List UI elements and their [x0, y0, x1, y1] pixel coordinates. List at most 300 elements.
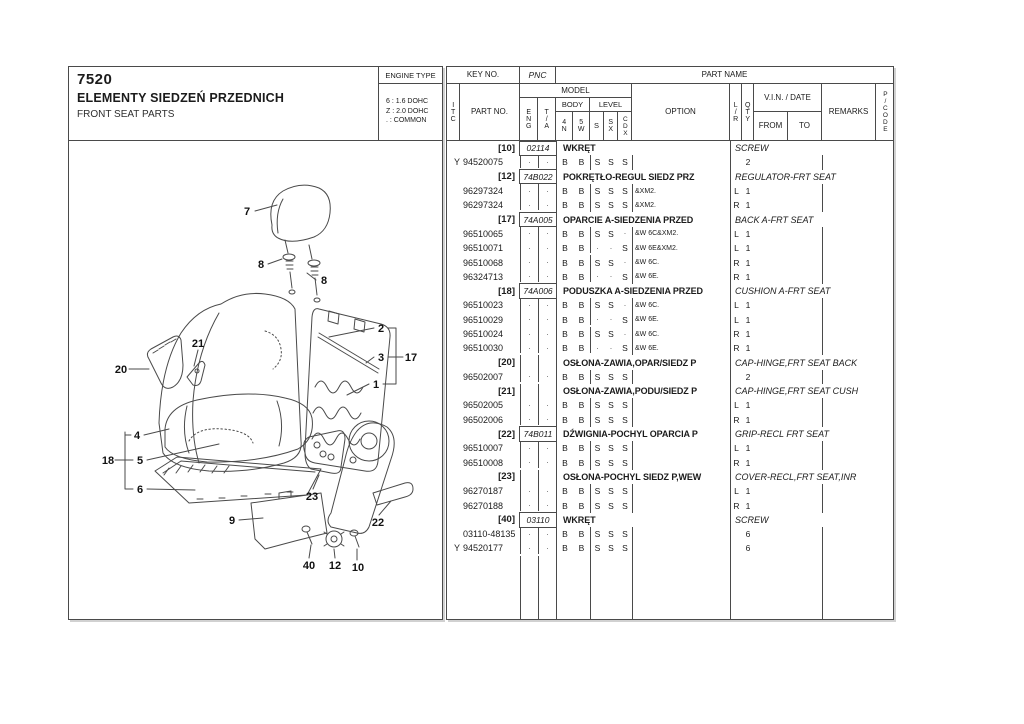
qty-cell: 1	[745, 343, 751, 354]
pcode-cell	[876, 413, 893, 427]
header-level-cdx: CDX	[618, 112, 632, 141]
itc-cell	[447, 327, 460, 341]
itc-cell: Y	[453, 157, 460, 168]
level-s-cell: S	[590, 298, 604, 312]
vin-from-cell	[754, 313, 788, 327]
remarks-cell	[822, 413, 876, 427]
vin-to-cell	[788, 498, 822, 512]
eng-cell: .	[520, 253, 538, 267]
section-header-row	[447, 170, 893, 184]
itc-cell	[447, 456, 460, 470]
callout-7: 7	[243, 206, 251, 218]
vin-to-cell	[788, 413, 822, 427]
eng-cell: .	[520, 196, 538, 210]
vin-from-cell	[754, 441, 788, 455]
eng-cell: .	[520, 482, 538, 496]
qty-cell: 1	[745, 443, 751, 454]
engine-line-1: 6 : 1.6 DOHC	[386, 98, 429, 105]
seat-cushion-shape	[165, 394, 312, 462]
callout-40: 40	[302, 560, 316, 572]
part-row	[447, 227, 893, 241]
part-no-cell: 96502005	[463, 400, 504, 411]
vin-from-cell	[754, 327, 788, 341]
qty-cell: 1	[745, 243, 751, 254]
body-4n-cell: B	[556, 184, 573, 198]
body-5w-cell: B	[578, 486, 585, 497]
section-code: 7520	[77, 71, 113, 88]
remarks-cell	[822, 155, 876, 169]
level-sx-cell: S	[608, 371, 614, 382]
seat-diagram-svg	[69, 141, 442, 619]
option-cell: &W 6C&XM2.	[632, 227, 730, 241]
pnc-area	[520, 170, 556, 184]
body-4n-cell: B	[556, 541, 573, 555]
lr-cell: L	[730, 298, 742, 312]
pnc-code: 74B022	[519, 169, 557, 184]
remarks-cell	[822, 556, 876, 619]
key-no: [40]	[498, 514, 515, 526]
level-sx-cell	[604, 556, 618, 619]
itc-cell	[447, 413, 460, 427]
level-cdx-cell	[618, 556, 632, 619]
ta-cell: .	[538, 296, 556, 310]
page-title-pl: ELEMENTY SIEDZEŃ PRZEDNICH	[77, 91, 285, 105]
option-cell: &W 6E.	[632, 270, 730, 284]
pcode-cell	[876, 270, 893, 284]
level-cdx-cell: S	[622, 200, 628, 211]
remarks-cell	[822, 327, 876, 341]
body-4n-cell: B	[556, 255, 573, 269]
part-no-cell	[460, 556, 520, 619]
title-box	[69, 67, 379, 141]
level-s-cell: S	[590, 541, 604, 555]
part-name-pl: OPARCIE A-SIEDZENIA PRZED	[556, 212, 730, 226]
vin-to-cell	[788, 484, 822, 498]
ta-cell: .	[538, 339, 556, 353]
header-qty: QTY	[742, 84, 754, 141]
pcode-cell	[876, 456, 893, 470]
vin-to-cell	[788, 341, 822, 355]
level-s-cell	[590, 556, 604, 619]
part-no-cell: 96510023	[463, 300, 504, 311]
itc-cell	[447, 498, 460, 512]
pnc-code: 02114	[519, 141, 557, 156]
pnc-code: 03110	[519, 512, 557, 527]
vin-from-cell	[754, 184, 788, 198]
lr-cell: R	[730, 198, 742, 212]
body-5w-cell	[573, 556, 590, 619]
body-4n-cell: B	[556, 370, 573, 384]
eng-cell: .	[520, 325, 538, 339]
ta-cell: .	[538, 153, 556, 167]
header-pcode: P/CODE	[876, 84, 893, 141]
ta-cell: .	[538, 454, 556, 468]
pcode-cell	[876, 527, 893, 541]
engine-type-header: ENGINE TYPE	[379, 67, 442, 84]
eng-cell: .	[520, 239, 538, 253]
level-cdx-cell: .	[623, 327, 627, 337]
body-5w-cell: B	[578, 371, 585, 382]
eng-cell: .	[520, 525, 538, 539]
qty-cell: 1	[745, 257, 751, 268]
level-cdx-cell: S	[622, 186, 628, 197]
remarks-cell	[822, 227, 876, 241]
lr-cell: R	[730, 327, 742, 341]
pcode-cell	[876, 484, 893, 498]
qty-cell: 1	[745, 228, 751, 239]
ta-cell: .	[538, 539, 556, 553]
header-pnc: PNC	[520, 67, 556, 84]
ta-cell: .	[538, 482, 556, 496]
vin-from-cell	[754, 398, 788, 412]
part-row	[447, 541, 893, 555]
level-sx-cell: S	[608, 414, 614, 425]
header-to: TO	[788, 112, 822, 141]
pcode-cell	[876, 155, 893, 169]
eng-cell: .	[520, 454, 538, 468]
eng-cell: .	[520, 411, 538, 425]
vin-from-cell	[754, 270, 788, 284]
part-name-en: REGULATOR-FRT SEAT	[730, 170, 893, 184]
level-cdx-cell: S	[622, 243, 628, 254]
part-no-cell: 96510024	[463, 329, 504, 339]
vin-from-cell	[754, 456, 788, 470]
itc-cell	[447, 484, 460, 498]
part-name-pl: PODUSZKA A-SIEDZENIA PRZED	[556, 284, 730, 298]
vin-to-cell	[788, 227, 822, 241]
level-s-cell: .	[590, 339, 604, 353]
part-no-cell: 96324713	[463, 271, 504, 282]
lr-cell: R	[730, 498, 742, 512]
callout-18: 18	[101, 455, 115, 467]
pcode-cell	[876, 341, 893, 355]
level-cdx-cell: S	[622, 529, 628, 540]
remarks-cell	[822, 241, 876, 255]
title-row	[69, 67, 442, 141]
lr-cell	[730, 370, 742, 384]
body-5w-cell: B	[578, 186, 585, 197]
body-5w-cell: B	[578, 529, 585, 540]
level-sx-cell: S	[608, 543, 614, 554]
table-body	[447, 141, 893, 619]
lr-cell: R	[730, 255, 742, 269]
eng-cell: .	[520, 396, 538, 410]
itc-cell	[447, 341, 460, 355]
level-s-cell: S	[590, 255, 604, 269]
eng-cell: .	[520, 225, 538, 239]
ta-cell: .	[538, 396, 556, 410]
level-cdx-cell: S	[622, 443, 628, 454]
body-5w-cell: B	[578, 443, 585, 454]
level-cdx-cell: S	[622, 314, 628, 325]
level-sx-cell: S	[608, 257, 614, 268]
callout-9: 9	[228, 515, 236, 527]
lr-cell	[730, 541, 742, 555]
vin-from-cell	[754, 155, 788, 169]
part-name-pl: OSŁONA-ZAWIA,OPAR/SIEDZ P	[556, 355, 730, 369]
backrest-shape	[159, 293, 301, 471]
vin-to-cell	[788, 370, 822, 384]
ta-cell	[538, 556, 556, 619]
qty-cell: 1	[745, 186, 751, 197]
engine-line-3: . : COMMON	[386, 117, 427, 124]
vin-to-cell	[788, 241, 822, 255]
remarks-cell	[822, 184, 876, 198]
body-5w-cell: B	[578, 271, 585, 282]
remarks-cell	[822, 441, 876, 455]
part-row	[447, 313, 893, 327]
body-5w-cell: B	[578, 414, 585, 425]
remarks-cell	[822, 270, 876, 284]
qty-cell: 2	[745, 371, 751, 382]
remarks-cell	[822, 456, 876, 470]
remarks-cell	[822, 298, 876, 312]
body-5w-cell: B	[578, 200, 585, 211]
part-name-en: CAP-HINGE,FRT SEAT BACK	[730, 355, 893, 369]
ta-cell: .	[538, 182, 556, 196]
itc-cell	[447, 227, 460, 241]
vin-from-cell	[754, 341, 788, 355]
recliner-grip-shape	[373, 483, 413, 505]
lr-cell	[730, 556, 742, 619]
level-sx-cell: .	[609, 270, 613, 280]
part-name-pl: POKRĘTŁO-REGUL SIEDZ PRZ	[556, 170, 730, 184]
part-no-cell: 03110-48135	[463, 529, 516, 540]
qty-cell: 1	[745, 329, 751, 339]
body-4n-cell: B	[556, 484, 573, 498]
header-ta: T/A	[538, 98, 556, 141]
header-part-name: PART NAME	[556, 67, 893, 84]
ta-cell: .	[538, 311, 556, 325]
part-row	[447, 298, 893, 312]
pcode-cell	[876, 255, 893, 269]
itc-cell	[447, 270, 460, 284]
qty-cell: 1	[745, 457, 751, 468]
section-header-row	[447, 141, 893, 155]
option-cell: &W 6E.	[632, 341, 730, 355]
body-4n-cell: B	[556, 341, 573, 355]
option-cell	[632, 413, 730, 427]
itc-cell	[447, 441, 460, 455]
qty-cell: 1	[745, 300, 751, 311]
level-cdx-cell: .	[623, 256, 627, 266]
callout-17: 17	[404, 352, 418, 364]
level-sx-cell: .	[609, 241, 613, 251]
pnc-area	[520, 212, 556, 226]
body-4n-cell: B	[556, 298, 573, 312]
body-5w-cell: B	[578, 343, 585, 354]
ta-cell: .	[538, 411, 556, 425]
level-sx-cell: S	[608, 443, 614, 454]
ta-cell: .	[538, 253, 556, 267]
part-name-en: COVER-RECL,FRT SEAT,INR	[730, 470, 893, 484]
qty-cell: 2	[745, 157, 751, 168]
level-s-cell: S	[590, 227, 604, 241]
level-s-cell: S	[590, 370, 604, 384]
vin-to-cell	[788, 313, 822, 327]
option-cell	[632, 556, 730, 619]
vin-to-cell	[788, 441, 822, 455]
itc-cell	[447, 184, 460, 198]
pcode-cell	[876, 556, 893, 619]
callout-20: 20	[114, 364, 128, 376]
level-s-cell: S	[590, 527, 604, 541]
part-no-cell: 96502006	[463, 414, 504, 425]
level-s-cell: .	[590, 268, 604, 282]
lr-cell	[730, 155, 742, 169]
pcode-cell	[876, 184, 893, 198]
option-cell	[632, 456, 730, 470]
key-no: [22]	[498, 428, 515, 440]
section-header-row	[447, 427, 893, 441]
vin-to-cell	[788, 155, 822, 169]
vin-from-cell	[754, 498, 788, 512]
body-4n-cell: B	[556, 313, 573, 327]
qty-cell	[742, 556, 754, 619]
level-sx-cell: S	[608, 457, 614, 468]
itc-cell	[447, 370, 460, 384]
diagram-panel	[68, 66, 443, 620]
lr-cell: L	[730, 241, 742, 255]
callout-21: 21	[191, 338, 205, 350]
remarks-cell	[822, 484, 876, 498]
callout-4: 4	[133, 430, 141, 442]
level-cdx-cell: S	[622, 343, 628, 354]
pcode-cell	[876, 370, 893, 384]
itc-cell	[447, 313, 460, 327]
pcode-cell	[876, 298, 893, 312]
part-no-cell: 96510029	[463, 314, 504, 325]
callout-5: 5	[136, 455, 144, 467]
headrest-shape	[271, 185, 330, 241]
level-cdx-cell: S	[622, 157, 628, 168]
part-no-cell: 96502007	[463, 371, 504, 382]
qty-cell: 1	[745, 314, 751, 325]
callout-labels	[102, 206, 417, 574]
part-no-cell: 94520177	[463, 543, 504, 554]
remarks-cell	[822, 198, 876, 212]
key-no: [21]	[498, 385, 515, 397]
pcode-cell	[876, 441, 893, 455]
eng-cell: .	[520, 153, 538, 167]
part-row	[447, 241, 893, 255]
level-cdx-cell: S	[622, 486, 628, 497]
vin-from-cell	[754, 556, 788, 619]
part-name-en: BACK A-FRT SEAT	[730, 212, 893, 226]
engine-type-box	[379, 67, 442, 141]
bracket-20-shape	[147, 336, 183, 388]
body-5w-cell: B	[578, 300, 585, 311]
section-header-row	[447, 513, 893, 527]
vin-to-cell	[788, 255, 822, 269]
qty-cell: 1	[745, 271, 751, 282]
header-body-4n: 4N	[556, 112, 573, 141]
pcode-cell	[876, 327, 893, 341]
header-option: OPTION	[632, 84, 730, 141]
level-s-cell: S	[590, 327, 604, 341]
parts-table	[446, 66, 894, 620]
body-4n-cell	[556, 556, 573, 619]
lr-cell: L	[730, 227, 742, 241]
callout-6: 6	[136, 484, 144, 496]
qty-cell: 6	[745, 529, 751, 540]
vin-from-cell	[754, 541, 788, 555]
body-4n-cell: B	[556, 198, 573, 212]
callout-12: 12	[328, 560, 342, 572]
part-no-cell: 96270188	[463, 500, 504, 511]
level-sx-cell: S	[608, 200, 614, 211]
itc-cell: Y	[453, 543, 460, 554]
vin-from-cell	[754, 484, 788, 498]
pnc-area	[520, 427, 556, 441]
vin-from-cell	[754, 198, 788, 212]
eng-cell: .	[520, 496, 538, 510]
vin-to-cell	[788, 327, 822, 341]
header-remarks: REMARKS	[822, 84, 876, 141]
part-no-cell: 94520075	[463, 157, 504, 168]
header-level-sx: SX	[604, 112, 618, 141]
body-5w-cell: B	[578, 329, 585, 339]
eng-cell: .	[520, 296, 538, 310]
body-5w-cell: B	[578, 314, 585, 325]
vin-to-cell	[788, 270, 822, 284]
body-4n-cell: B	[556, 227, 573, 241]
option-cell	[632, 398, 730, 412]
remarks-cell	[822, 498, 876, 512]
part-row	[447, 255, 893, 269]
part-row	[447, 327, 893, 341]
key-no: [17]	[498, 214, 515, 226]
part-row	[447, 413, 893, 427]
option-cell: &XM2.	[632, 198, 730, 212]
body-4n-cell: B	[556, 398, 573, 412]
qty-cell: 1	[745, 400, 751, 411]
lr-cell: L	[730, 398, 742, 412]
level-cdx-cell: .	[623, 227, 627, 237]
header-body-5w: 5W	[573, 112, 590, 141]
option-cell	[632, 441, 730, 455]
vin-to-cell	[788, 456, 822, 470]
part-row	[447, 341, 893, 355]
vin-from-cell	[754, 527, 788, 541]
itc-cell	[447, 241, 460, 255]
level-sx-cell: S	[608, 486, 614, 497]
level-sx-cell: S	[608, 400, 614, 411]
level-cdx-cell: S	[622, 371, 628, 382]
itc-cell	[447, 198, 460, 212]
vin-from-cell	[754, 227, 788, 241]
ta-cell: .	[538, 239, 556, 253]
qty-cell: 6	[745, 543, 751, 554]
part-name-en: GRIP-RECL FRT SEAT	[730, 427, 893, 441]
option-cell	[632, 484, 730, 498]
eng-cell	[520, 556, 538, 619]
part-name-en: CUSHION A-FRT SEAT	[730, 284, 893, 298]
remarks-cell	[822, 370, 876, 384]
part-row	[447, 270, 893, 284]
pcode-cell	[876, 541, 893, 555]
qty-cell: 1	[745, 486, 751, 497]
body-5w-cell: B	[578, 500, 585, 511]
level-sx-cell: S	[608, 500, 614, 511]
remarks-cell	[822, 255, 876, 269]
body-4n-cell: B	[556, 498, 573, 512]
part-name-pl: DŹWIGNIA-POCHYL OPARCIA P	[556, 427, 730, 441]
body-4n-cell: B	[556, 241, 573, 255]
engine-line-2: Z : 2.0 DOHC	[386, 107, 429, 115]
part-no-cell: 96297324	[463, 200, 504, 211]
part-row	[447, 198, 893, 212]
